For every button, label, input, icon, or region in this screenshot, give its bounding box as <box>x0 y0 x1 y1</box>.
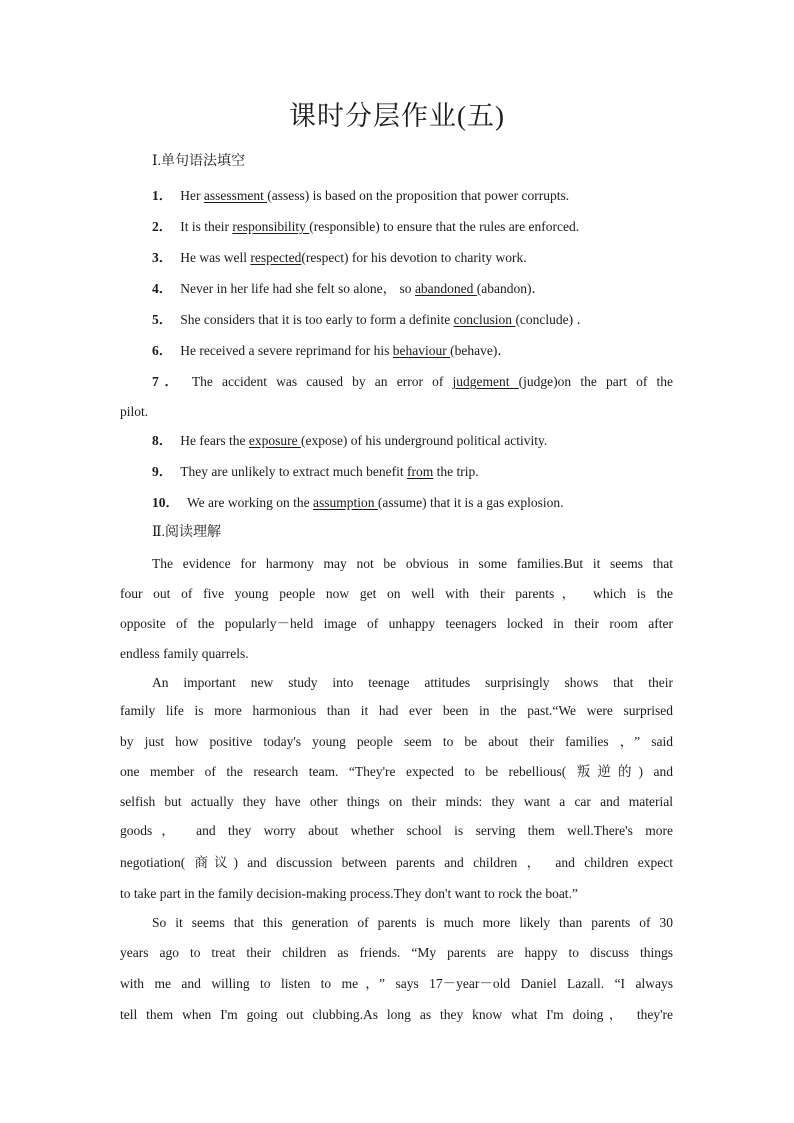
item-text-after: (abandon)． <box>476 281 546 296</box>
item-answer: responsibility <box>232 219 310 234</box>
passage-line: goods， and they worry about whether school is serving them well.There's more <box>120 823 673 838</box>
item-answer: exposure <box>248 433 301 448</box>
item-text-before: The accident was caused by an error of <box>191 374 453 389</box>
item-number: 9． <box>152 464 173 479</box>
item-text-after: (conclude) ． <box>515 312 591 327</box>
item-text-after: (expose) of his underground political activity. <box>300 433 548 448</box>
item-text-after: (respect) for his devotion to charity work. <box>301 250 527 265</box>
item-number: 5． <box>152 312 173 327</box>
passage-line: So it seems that this generation of parents is much more likely than parents of 30 <box>152 915 673 930</box>
item-answer: assessment <box>203 188 268 203</box>
passage-line: family life is more harmonious than it had ever been in the past.“We were surprised <box>120 703 673 718</box>
item-text-before: Never in her life had she felt so alone， so <box>180 281 415 296</box>
item-text-before: It is their <box>180 219 233 234</box>
section-heading-grammar: Ⅰ.单句语法填空 <box>152 154 246 169</box>
passage-line: one member of the research team. “They're expected to be rebellious( 叛逆的) and <box>120 764 673 779</box>
item-answer: conclusion <box>453 312 516 327</box>
item-text-before: We are working on the <box>187 495 313 510</box>
passage-line: negotiation( 商议) and discussion between parents and children ， and children expect <box>120 855 673 870</box>
item-answer: behaviour <box>392 343 451 358</box>
item-number: 1． <box>152 188 173 203</box>
passage-line: years ago to treat their children as friends. “My parents are happy to discuss things <box>120 945 673 960</box>
page-title: 课时分层作业(五) <box>289 101 505 131</box>
exercise-item-10 <box>152 493 563 513</box>
exercise-item-1 <box>152 186 569 206</box>
item-text-after: the trip. <box>433 464 479 479</box>
exercise-item-2 <box>152 217 579 237</box>
item-text-before: Her <box>180 188 204 203</box>
item-text-after: (assess) is based on the proposition that power corrupts. <box>267 188 570 203</box>
item-text-before: They are unlikely to extract much benefit <box>180 464 408 479</box>
item-answer: abandoned <box>414 281 477 296</box>
item-text-before: He fears the <box>180 433 249 448</box>
passage-line: four out of five young people now get on well with their parents， which is the <box>120 586 673 601</box>
exercise-item-5 <box>152 310 590 330</box>
item-answer: from <box>407 464 434 479</box>
item-number: 4． <box>152 281 173 296</box>
item-text-after: (responsible) to ensure that the rules are enforced. <box>309 219 580 234</box>
item-answer: assumption <box>313 495 378 510</box>
item-number: 6． <box>152 343 173 358</box>
section-heading-reading: Ⅱ.阅读理解 <box>152 525 222 540</box>
exercise-item-7-continuation: pilot. <box>120 404 149 419</box>
item-text-before: She considers that it is too early to form a definite <box>180 312 454 327</box>
passage-line: opposite of the popularly－held image of unhappy teenagers locked in their room after <box>120 616 673 631</box>
item-text-before: He was well <box>180 250 251 265</box>
passage-line: tell them when I'm going out clubbing.As long as they know what I'm doing， they're <box>120 1007 673 1022</box>
item-number: 3． <box>152 250 173 265</box>
passage-line: with me and willing to listen to me，” says 17－year－old Daniel Lazall. “I always <box>120 976 673 991</box>
exercise-item-8 <box>152 431 547 451</box>
item-number: 8． <box>152 433 173 448</box>
exercise-item-9 <box>152 462 479 482</box>
passage-line: by just how positive today's young people seem to be about their families ，” said <box>120 734 673 749</box>
item-text-after: (assume) that it is a gas explosion. <box>377 495 564 510</box>
passage-line: An important new study into teenage attitudes surprisingly shows that their <box>152 675 673 690</box>
passage-line: endless family quarrels. <box>120 646 249 661</box>
exercise-item-7 <box>152 372 673 392</box>
item-number: 2． <box>152 219 173 234</box>
exercise-item-3 <box>152 248 527 268</box>
exercise-item-6 <box>152 341 511 361</box>
item-text-after: (judge)on the part of the <box>518 374 674 389</box>
item-number: 10． <box>152 495 179 510</box>
item-number: 7． <box>152 374 184 389</box>
exercise-item-4 <box>152 279 545 299</box>
item-answer: judgement <box>452 374 519 389</box>
passage-line: selfish but actually they have other things on their minds: they want a car and material <box>120 794 673 809</box>
item-answer: respected <box>250 250 302 265</box>
passage-line: to take part in the family decision-making process.They don't want to rock the boat.” <box>120 886 578 901</box>
item-text-after: (behave)． <box>450 343 511 358</box>
passage-line: The evidence for harmony may not be obvious in some families.But it seems that <box>152 556 673 571</box>
item-text-before: He received a severe reprimand for his <box>180 343 393 358</box>
